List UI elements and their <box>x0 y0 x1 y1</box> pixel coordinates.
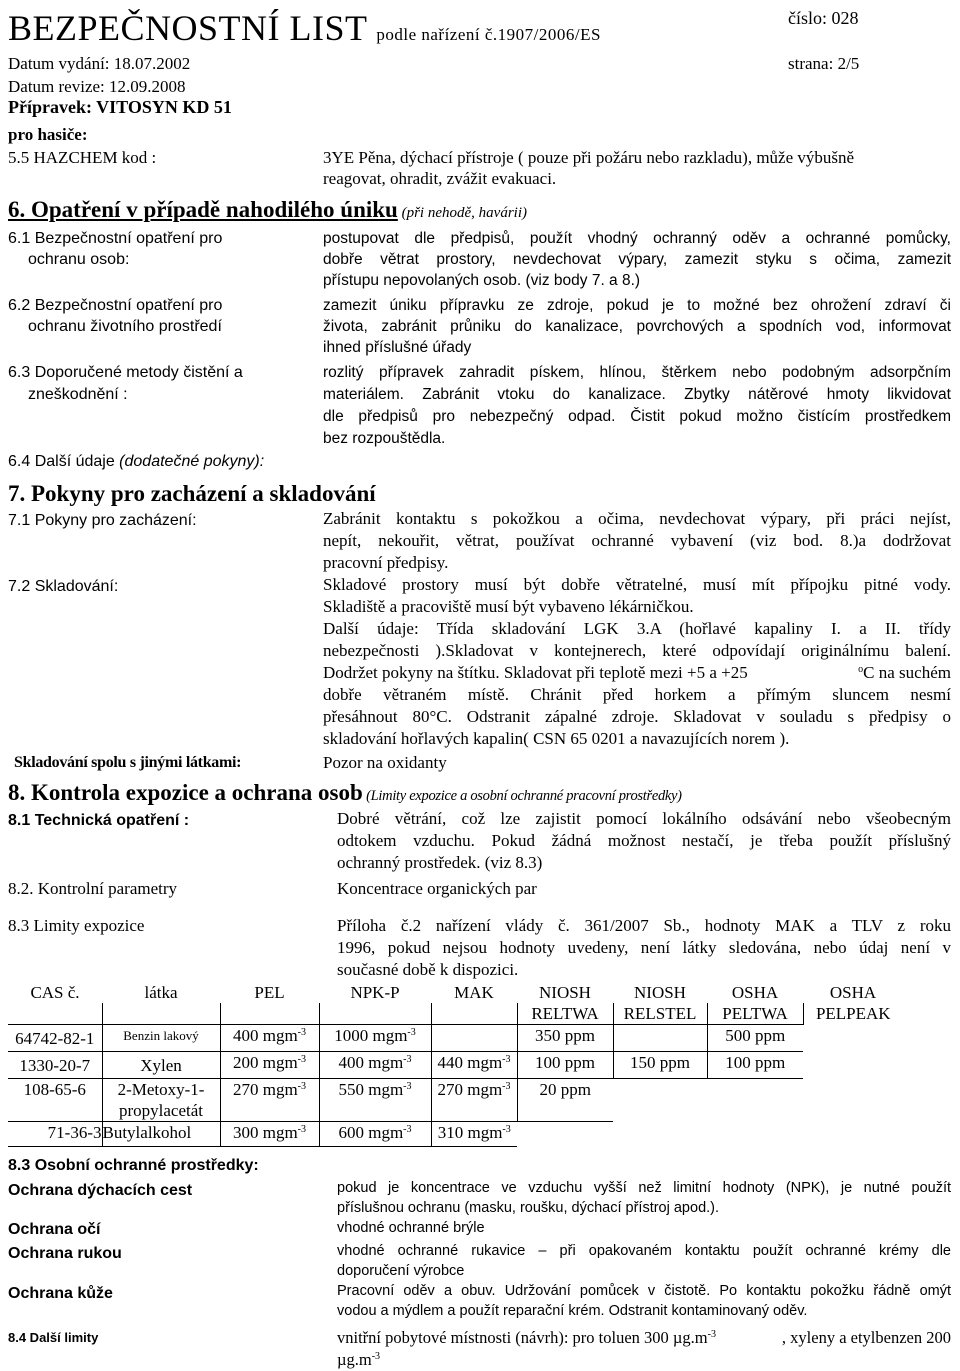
unit-sup: -3 <box>502 1124 511 1135</box>
s8-3-line: Příloha č.2 nařízení vlády č. 361/2007 Sb., hodnoty MAK a TLV z roku <box>337 916 951 935</box>
cell-npk <box>319 1079 431 1122</box>
unit-sup: -3 <box>403 1054 412 1065</box>
cell-osha-pel <box>707 1079 803 1122</box>
hand-text <box>337 1241 951 1281</box>
s6-3-label-1: 6.3 Doporučené metody čistění a <box>8 364 243 381</box>
cell-cas: 1330-20-7 <box>8 1052 102 1079</box>
s6-2-text <box>323 295 951 358</box>
hand-line: doporučení výrobce <box>337 1263 465 1279</box>
s6-2-label-1: 6.2 Bezpečnostní opatření pro <box>8 297 223 314</box>
cell-osha-peak <box>803 1052 903 1079</box>
s6-4-note: (dodatečné pokyny): <box>114 453 265 470</box>
page-number: strana: 2/5 <box>788 54 860 73</box>
s8-1-line: odtokem vzduchu. Pokud žádná možnost nestačí, je třeba použít příslušný <box>337 831 951 850</box>
s6-1-line: dobře větrat prostory, nevdechovat výpary, zamezit styku s očima, zamezit <box>323 251 951 268</box>
s6-2-line: ihned příslušné úřady <box>323 339 472 356</box>
section-7-title: 7. Pokyny pro zacházení a skladování <box>8 481 376 506</box>
s8-4-line <box>337 1349 951 1371</box>
th-mak: MAK <box>454 983 494 1002</box>
th2-niosh-stel: RELSTEL <box>613 1003 707 1025</box>
s8-2-label: 8.2. Kontrolní parametry <box>8 879 178 898</box>
th2-niosh-rel: RELTWA <box>517 1003 613 1025</box>
hand-label: Ochrana rukou <box>8 1245 122 1262</box>
th2-osha-pel: PELTWA <box>707 1003 803 1025</box>
s7-2-line <box>323 662 951 684</box>
s8-4-label: 8.4 Další limity <box>8 1330 99 1345</box>
skin-line: vodou a mýdlem a použít reparační krém. Odstranit kontaminovaný oděv. <box>337 1303 808 1319</box>
cell-npk <box>319 1025 431 1052</box>
cell-cas: 71-36-3 <box>8 1122 102 1147</box>
s6-3-text <box>323 362 951 450</box>
cell-niosh-stel: 150 ppm <box>613 1052 707 1079</box>
product-name: Přípravek: VITOSYN KD 51 <box>8 97 232 117</box>
s8-4-part <box>337 1327 716 1349</box>
cell-niosh-rel: 20 ppm <box>517 1079 613 1122</box>
val: 270 mgm <box>232 1080 298 1099</box>
val: 400 mgm <box>232 1026 298 1045</box>
unit-sup: -3 <box>707 1329 716 1340</box>
cell-pel <box>220 1052 319 1079</box>
cell-osha-pel: 500 ppm <box>707 1025 803 1052</box>
cell-niosh-stel <box>613 1122 707 1147</box>
cell-osha-peak <box>803 1025 903 1052</box>
s6-1-text <box>323 228 951 291</box>
cell-substance: Benzin lakový <box>102 1025 220 1052</box>
th-substance: látka <box>144 983 178 1002</box>
s8-4-text <box>337 1327 951 1371</box>
cell-osha-pel <box>707 1122 803 1147</box>
cell-mak <box>431 1079 517 1122</box>
val: 300 mgm <box>232 1123 298 1142</box>
skin-label: Ochrana kůže <box>8 1285 113 1302</box>
s6-1-label-2: ochranu osob: <box>28 251 130 268</box>
hand-line: vhodné ochranné rukavice – při opakovaném kontaktu použít ochranné krémy dle <box>337 1243 951 1259</box>
cell-pel <box>220 1079 319 1122</box>
s7-2-line: přesáhnout 80°C. Odstranit zápalné zdroje. Skladovat v souladu s předpisy o <box>323 707 951 726</box>
cell-niosh-stel <box>613 1025 707 1052</box>
s8-4-text-a: vnitřní pobytové místnosti (návrh): pro toluen 300 µg.m <box>337 1328 708 1347</box>
table-header-row <box>8 982 903 1003</box>
s8-3-line: 1996, pokud nejsou hodnoty uvedeny, není látky sledována, nebo údaj není v <box>337 938 951 957</box>
cell-substance <box>102 1079 220 1122</box>
sheet-number: číslo: 028 <box>788 8 859 28</box>
s6-3-label-2: zneškodnění : <box>28 386 128 403</box>
val: 310 mgm <box>437 1123 503 1142</box>
cell-niosh-stel <box>613 1079 707 1122</box>
s6-1-line: přístupu nepovolaných osob. (viz body 7. a 8.) <box>323 272 641 289</box>
s8-1-label: 8.1 Technická opatření : <box>8 812 190 829</box>
eye-text: vhodné ochranné brýle <box>337 1220 485 1236</box>
s6-4-label-text: 6.4 Další údaje <box>8 453 115 470</box>
table-row <box>8 1079 903 1122</box>
revision-date: Datum revize: 12.09.2008 <box>8 77 186 96</box>
s7-2-line: Další údaje: Třída skladování LGK 3.A (hořlavé kapaliny I. a II. třídy <box>323 619 951 638</box>
s7-1-line: nepít, nekouřit, větrat, používat ochranné vybavení (viz bod. 8.)a dodržovat <box>323 531 951 550</box>
s8-1-text <box>337 808 951 874</box>
s7-2-line: dobře větraném místě. Chránit před horkem a přímým sluncem nesmí <box>323 685 951 704</box>
section-8-heading <box>8 780 682 809</box>
table-row <box>8 1122 903 1147</box>
val: 1000 mgm <box>334 1026 408 1045</box>
cell-npk <box>319 1122 431 1147</box>
name-line: propylacetát <box>118 1101 203 1120</box>
respiratory-text <box>337 1178 951 1218</box>
unit-sup: -3 <box>403 1124 412 1135</box>
s7-2-temp-tail: C na suchém <box>863 663 951 682</box>
s6-1-line: postupovat dle předpisů, použít vhodný ochranný oděv a ochranné pomůcky, <box>323 230 951 247</box>
respiratory-line: příslušnou ochranu (masku, roušku, dýchací přístroj apod.). <box>337 1200 720 1216</box>
unit-sup: -3 <box>502 1081 511 1092</box>
section-6-title: 6. Opatření v případě nahodilého úniku <box>8 197 398 222</box>
s7-2-line: Skladiště a pracoviště musí být vybaveno lékárničkou. <box>323 597 694 616</box>
s7-2-line: skladování hořlavých kapalin( CSN 65 0201 a navazujících norem ). <box>323 729 790 748</box>
s6-3-line: dle předpisů pro nebezpečný odpad. Čistit pokud možno čistícím prostředkem <box>323 408 951 425</box>
degree-sup: o <box>858 664 864 675</box>
section-6-note: (při nehodě, havárii) <box>397 205 527 221</box>
exposure-limits-table <box>8 982 903 1147</box>
unit-sup: -3 <box>371 1351 381 1362</box>
s7-2-temp: Dodržet pokyny na štítku. Skladovat při teplotě mezi +5 a +25 <box>323 663 748 682</box>
s8-3-text <box>337 915 951 981</box>
document-title <box>8 8 601 55</box>
section-8-title: 8. Kontrola expozice a ochrana osob <box>8 780 363 805</box>
cell-osha-peak <box>803 1122 903 1147</box>
s6-2-label-2: ochranu životního prostředí <box>28 318 222 335</box>
s8-4-text-c: µg.m <box>337 1350 372 1369</box>
val: 600 mgm <box>338 1123 404 1142</box>
th-cas: CAS č. <box>30 983 80 1002</box>
unit-sup: -3 <box>297 1081 307 1092</box>
cell-mak <box>431 1122 517 1147</box>
s7-3-text: Pozor na oxidanty <box>323 753 447 772</box>
s6-3-line: materiálem. Zabránit vtoku do kanalizace. Zbytky nátěrové hmoty likvidovat <box>323 386 951 403</box>
th-niosh-rel: NIOSH <box>539 983 591 1002</box>
s7-3-label: Skladování spolu s jinými látkami: <box>14 754 242 771</box>
s6-1-label-1: 6.1 Bezpečnostní opatření pro <box>8 230 223 247</box>
s7-1-label: 7.1 Pokyny pro zacházení: <box>8 512 197 529</box>
cell-niosh-rel: 350 ppm <box>517 1025 613 1052</box>
regulation: podle nařízení č.1907/2006/ES <box>376 25 601 44</box>
unit-sup: -3 <box>297 1054 307 1065</box>
respiratory-line: pokud je koncentrace ve vzduchu vyšší než limitní hodnoty (NPK), je nutné použít <box>337 1180 951 1196</box>
cell-pel <box>220 1025 319 1052</box>
th2-mak <box>431 1003 517 1025</box>
unit-sup: -3 <box>297 1124 307 1135</box>
s7-2-text <box>323 574 951 750</box>
issue-date: Datum vydání: 18.07.2002 <box>8 54 191 73</box>
cell-substance: Xylen <box>102 1052 220 1079</box>
for-firemen: pro hasiče: <box>8 125 88 144</box>
hazchem-text-1: 3YE Pěna, dýchací přístroje ( pouze při požáru nebo razkladu), může výbušně <box>323 148 855 167</box>
cell-cas: 64742-82-1 <box>8 1025 102 1052</box>
section-6-heading <box>8 197 527 226</box>
unit-sup: -3 <box>407 1027 416 1038</box>
th-niosh-stel: NIOSH <box>634 983 686 1002</box>
s6-2-line: zamezit úniku přípravku ze zdroje, pokud je to možné bez ohrožení zdraví či <box>323 297 951 314</box>
th2-npk <box>319 1003 431 1025</box>
th2-cas <box>8 1003 102 1025</box>
s8-3-label: 8.3 Limity expozice <box>8 916 145 935</box>
skin-line: Pracovní oděv a obuv. Udržování pomůcek v čistotě. Po kontaktu pokožku řádně omýt <box>337 1283 951 1299</box>
unit-sup: -3 <box>403 1081 412 1092</box>
hazchem-text-2: reagovat, ohradit, zvážit evakuaci. <box>323 169 557 188</box>
cell-npk <box>319 1052 431 1079</box>
hazchem-label: 5.5 HAZCHEM kod : <box>8 148 157 167</box>
s8-3p-title: 8.3 Osobní ochranné prostředky: <box>8 1157 259 1174</box>
s6-3-line: rozlitý přípravek zahradit pískem, hlínou, štěrkem nebo podobným adsorpčním <box>323 364 951 381</box>
table-row <box>8 1025 903 1052</box>
respiratory-label: Ochrana dýchacích cest <box>8 1182 193 1199</box>
s8-1-line: Dobré větrání, což lze zajistit pomocí lokálního odsávání nebo všeobecným <box>337 809 951 828</box>
s8-2-text: Koncentrace organických par <box>337 879 537 898</box>
val: 440 mgm <box>437 1053 503 1072</box>
section-8-note: (Limity expozice a osobní ochranné pracovní prostředky) <box>362 788 682 804</box>
th-osha-peak: OSHA <box>829 983 877 1002</box>
s6-2-line: života, zabránit průniku do kanalizace, povrchových a spodních vod, informovat <box>323 318 951 335</box>
s8-1-line: ochranný prostředek. (viz 8.3) <box>337 853 543 872</box>
cell-niosh-rel: 100 ppm <box>517 1052 613 1079</box>
cell-substance: Butylalkohol <box>102 1122 220 1147</box>
val: 400 mgm <box>338 1053 404 1072</box>
cell-niosh-rel <box>517 1122 613 1147</box>
s7-2-label: 7.2 Skladování: <box>8 578 119 595</box>
val: 550 mgm <box>338 1080 404 1099</box>
th2-pel <box>220 1003 319 1025</box>
th-pel: PEL <box>254 983 285 1002</box>
unit-sup: -3 <box>502 1054 511 1065</box>
s7-2-line: Skladové prostory musí být dobře větratelné, musí mít přípojku pitné vody. <box>323 575 951 594</box>
cell-mak <box>431 1025 517 1052</box>
s7-1-text <box>323 508 951 574</box>
s8-3-line: současné době k dispozici. <box>337 960 519 979</box>
cell-pel <box>220 1122 319 1147</box>
val: 270 mgm <box>437 1080 503 1099</box>
eye-label: Ochrana očí <box>8 1221 101 1238</box>
unit-sup: -3 <box>297 1027 307 1038</box>
th2-substance <box>102 1003 220 1025</box>
s7-1-line: Zabránit kontaktu s pokožkou a očima, nevdechovat výpary, při práci nejíst, <box>323 509 951 528</box>
s7-1-line: pracovní předpisy. <box>323 553 449 572</box>
table-header-row-2 <box>8 1003 903 1025</box>
th-osha-pel: OSHA <box>731 983 779 1002</box>
s7-2-temp-end <box>858 662 951 684</box>
name-line: 2-Metoxy-1- <box>117 1080 205 1099</box>
cell-osha-pel: 100 ppm <box>707 1052 803 1079</box>
th2-osha-peak: PELPEAK <box>803 1003 903 1025</box>
s8-4-text-b: , xyleny a etylbenzen 200 <box>781 1328 951 1347</box>
val: 200 mgm <box>232 1053 298 1072</box>
s8-4-line <box>337 1327 951 1349</box>
cell-mak <box>431 1052 517 1079</box>
cell-osha-peak <box>803 1079 903 1122</box>
s6-3-line: bez rozpouštědla. <box>323 430 446 447</box>
s6-4-label <box>8 451 264 472</box>
s7-2-line: nebezpečnosti ).Skladovat v kontejnerech, které odpovídají originálnímu balení. <box>323 641 951 660</box>
table-row <box>8 1052 903 1079</box>
cell-cas: 108-65-6 <box>8 1079 102 1122</box>
th-npk: NPK-P <box>350 983 400 1002</box>
skin-text <box>337 1281 951 1321</box>
title-text: BEZPEČNOSTNÍ LIST <box>8 8 367 48</box>
